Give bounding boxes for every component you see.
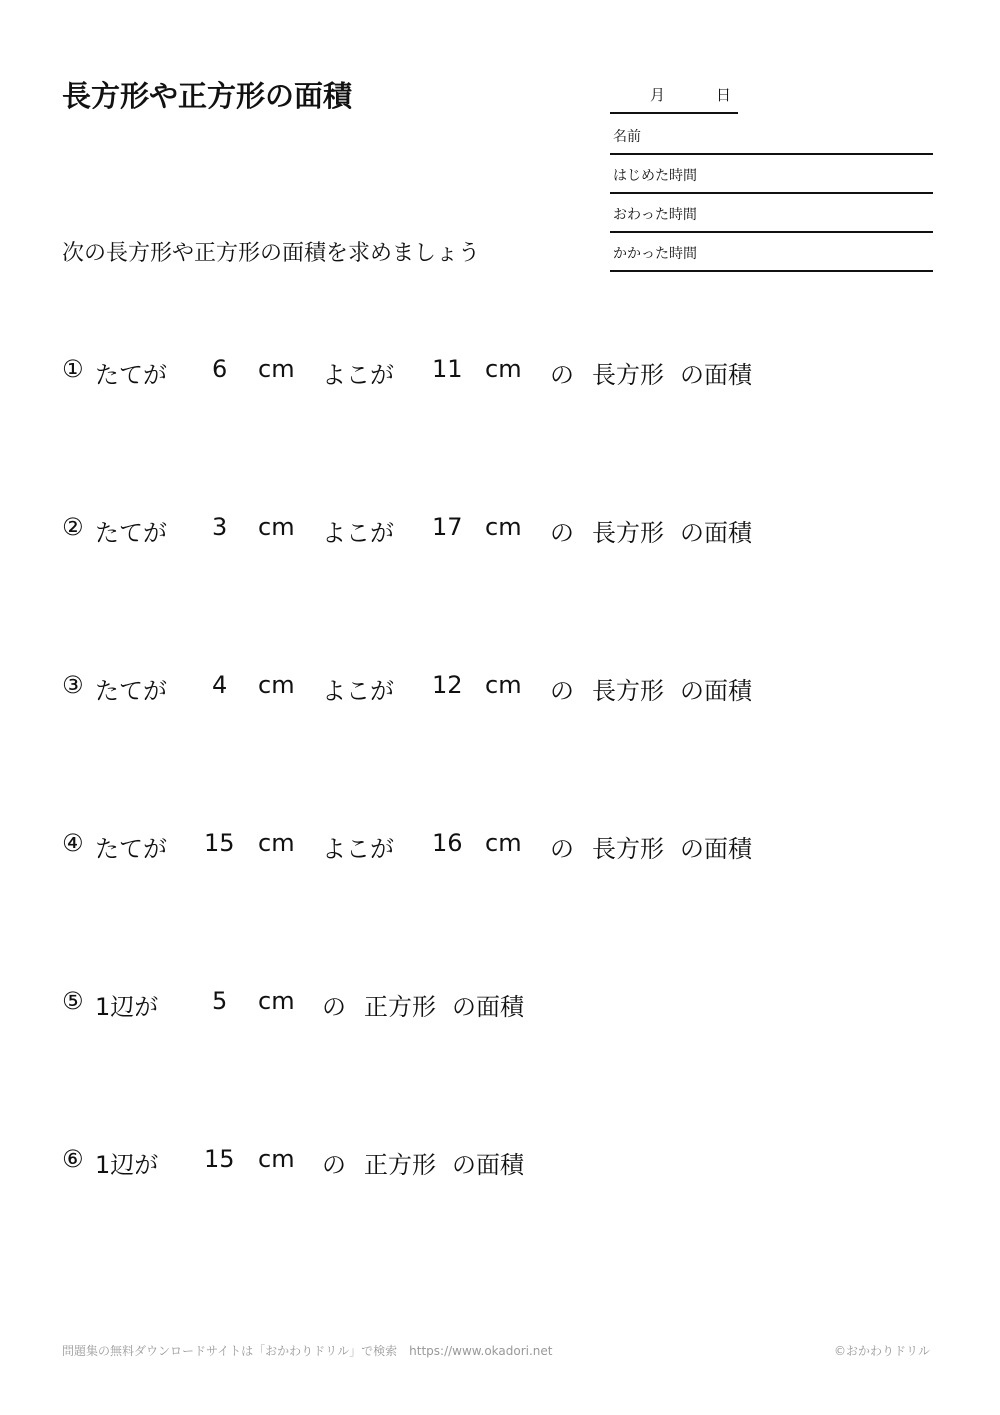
problem-value-width: 16: [432, 829, 463, 857]
problem-particle: の: [550, 835, 574, 863]
problem-shape: 正方形: [364, 993, 436, 1021]
problem-shape: 長方形: [592, 361, 664, 389]
problem-item: [62, 513, 862, 547]
problem-number: ③: [62, 671, 84, 699]
problem-unit: cm: [258, 513, 295, 541]
problem-label-height: たてが: [95, 835, 167, 863]
problem-number: ⑤: [62, 987, 84, 1015]
problem-tail: の面積: [452, 993, 524, 1021]
problem-unit: cm: [485, 355, 522, 383]
problem-value-height: 3: [212, 513, 228, 541]
problem-item: [62, 987, 862, 1021]
problem-label-width: よこが: [322, 835, 394, 863]
problem-particle: の: [550, 519, 574, 547]
footer-copyright: ©おかわりドリル: [833, 1344, 930, 1358]
problem-item: [62, 1145, 862, 1179]
problem-unit: cm: [258, 355, 295, 383]
problem-tail: の面積: [680, 519, 752, 547]
problem-tail: の面積: [680, 835, 752, 863]
problem-label-height: たてが: [95, 361, 167, 389]
problem-unit: cm: [485, 829, 522, 857]
start-time-field: [610, 155, 933, 194]
elapsed-time-field-label: かかった時間: [613, 246, 697, 262]
problem-label-width: よこが: [322, 361, 394, 389]
problem-shape: 長方形: [592, 835, 664, 863]
problem-value-side: 15: [204, 1145, 235, 1173]
problem-particle: の: [322, 1151, 346, 1179]
problem-number: ①: [62, 355, 84, 383]
start-time-field-label: はじめた時間: [613, 168, 697, 184]
problem-shape: 長方形: [592, 519, 664, 547]
date-day-label: 日: [716, 86, 732, 104]
problem-shape: 正方形: [364, 1151, 436, 1179]
problem-item: [62, 671, 862, 705]
problem-particle: の: [550, 677, 574, 705]
problem-unit: cm: [258, 671, 295, 699]
problem-label-height: たてが: [95, 677, 167, 705]
instruction-text: 次の長方形や正方形の面積を求めましょう: [62, 241, 481, 266]
page-title: 長方形や正方形の面積: [62, 79, 353, 113]
problem-unit: cm: [485, 671, 522, 699]
problem-label-width: よこが: [322, 519, 394, 547]
name-field: [610, 116, 933, 155]
date-month-label: 月: [650, 86, 666, 104]
problem-particle: の: [322, 993, 346, 1021]
problem-label-side: 1辺が: [95, 1151, 159, 1179]
problem-value-width: 11: [432, 355, 463, 383]
problem-tail: の面積: [452, 1151, 524, 1179]
problem-value-height: 4: [212, 671, 228, 699]
problem-label-width: よこが: [322, 677, 394, 705]
problem-number: ④: [62, 829, 84, 857]
problem-label-side: 1辺が: [95, 993, 159, 1021]
problem-particle: の: [550, 361, 574, 389]
problem-number: ②: [62, 513, 84, 541]
problem-value-width: 12: [432, 671, 463, 699]
problem-value-width: 17: [432, 513, 463, 541]
date-field: [610, 82, 738, 114]
end-time-field-label: おわった時間: [613, 207, 697, 223]
problem-tail: の面積: [680, 361, 752, 389]
problem-item: [62, 829, 862, 863]
problem-value-side: 5: [212, 987, 228, 1015]
problem-shape: 長方形: [592, 677, 664, 705]
problem-value-height: 15: [204, 829, 235, 857]
problem-tail: の面積: [680, 677, 752, 705]
elapsed-time-field: [610, 233, 933, 272]
problem-unit: cm: [485, 513, 522, 541]
problem-item: [62, 355, 862, 389]
problem-unit: cm: [258, 1145, 295, 1173]
problem-number: ⑥: [62, 1145, 84, 1173]
problem-unit: cm: [258, 829, 295, 857]
name-field-label: 名前: [613, 129, 641, 145]
problem-unit: cm: [258, 987, 295, 1015]
problem-value-height: 6: [212, 355, 228, 383]
footer-site-note: 問題集の無料ダウンロードサイトは「おかわりドリル」で検索 https://www.okadori.net: [62, 1344, 553, 1358]
problem-label-height: たてが: [95, 519, 167, 547]
end-time-field: [610, 194, 933, 233]
